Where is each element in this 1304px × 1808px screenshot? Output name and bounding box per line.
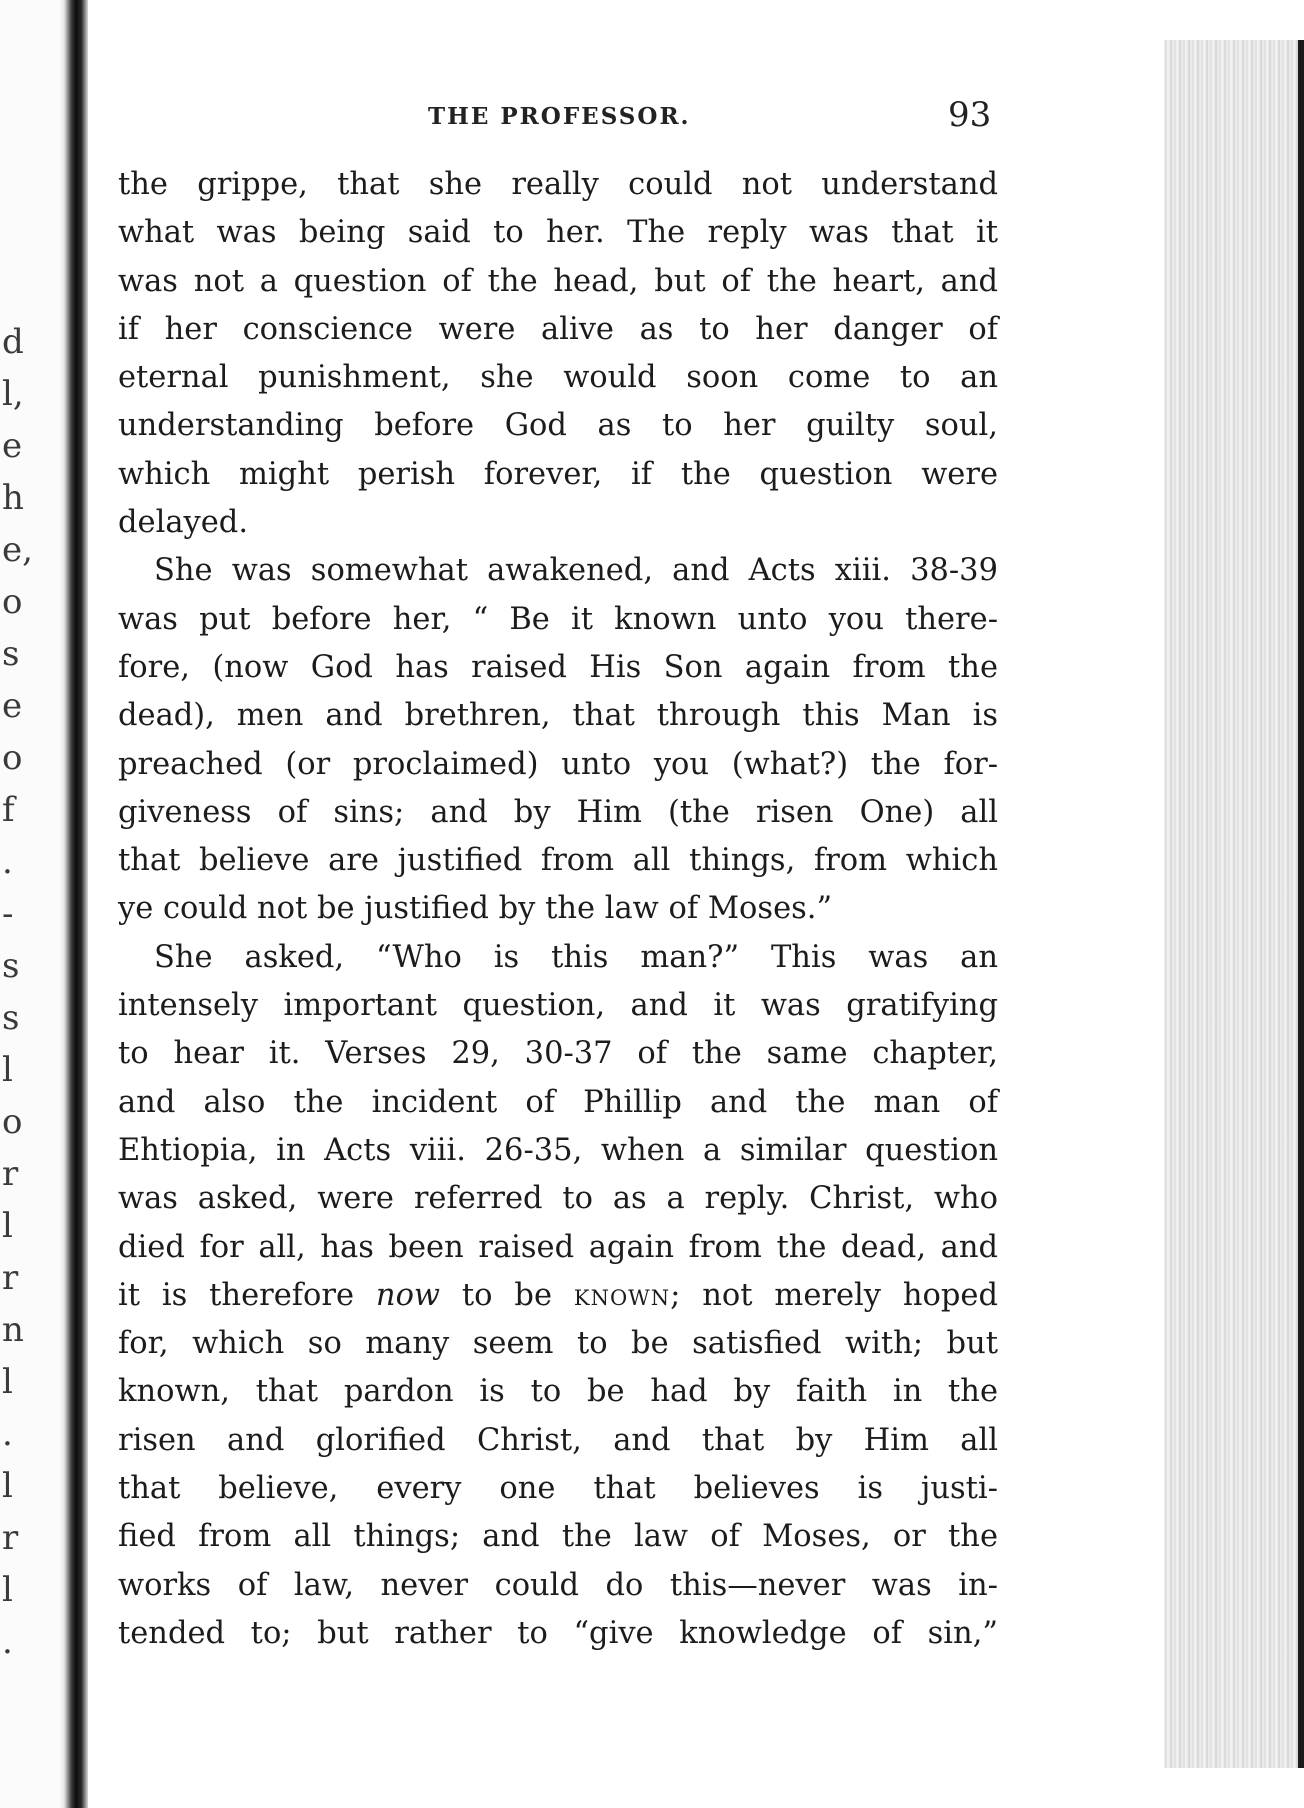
left-page-fragment: l	[2, 1570, 13, 1610]
text-line: giveness of sins; and by Him (the risen One) all	[118, 794, 998, 830]
running-title: THE PROFESSOR.	[428, 103, 691, 130]
paragraph-1	[118, 161, 998, 547]
left-page-fragment: -	[2, 894, 14, 934]
text-line: the grippe, that she really could not understand	[118, 167, 998, 202]
text-line: dead), men and brethren, that through this Man is	[118, 698, 998, 734]
left-page-fragment: o	[2, 1102, 23, 1142]
text-line-emphasis	[118, 1272, 998, 1320]
left-page-fragment: l	[2, 1050, 13, 1090]
text-line: to hear it. Verses 29, 30-37 of the same chapter,	[118, 1036, 998, 1072]
emphasis-after: ; not merely hoped	[670, 1277, 998, 1313]
text-line: died for all, has been raised again from the dead, and	[118, 1229, 998, 1265]
page-header	[118, 95, 998, 155]
text-line: for, which so many seem to be satisfied with; but	[118, 1326, 998, 1362]
left-page-fragment: s	[2, 634, 20, 674]
left-page-fragment: .	[2, 1622, 13, 1662]
left-page-fragment: h	[2, 478, 24, 518]
emphasis-smallcaps-word: known	[573, 1277, 671, 1313]
text-line: Ehtiopia, in Acts viii. 26-35, when a similar question	[118, 1132, 998, 1168]
emphasis-italic-word: now	[375, 1277, 441, 1313]
book-gutter	[58, 0, 88, 1808]
text-line: fied from all things; and the law of Moses, or the	[118, 1519, 998, 1555]
text-line: risen and glorified Christ, and that by Him all	[118, 1422, 998, 1458]
text-line: which might perish forever, if the question were	[118, 456, 998, 492]
left-page-fragment: e,	[2, 530, 33, 570]
left-page-fragment: s	[2, 998, 20, 1038]
text-line: understanding before God as to her guilty soul,	[118, 408, 998, 444]
paragraph-2	[118, 547, 998, 933]
left-page-fragment: e	[2, 426, 23, 466]
text-line: works of law, never could do this—never was in-	[118, 1567, 998, 1603]
left-page-fragment: o	[2, 738, 23, 778]
left-page-fragment: e	[2, 686, 23, 726]
text-line: was not a question of the head, but of the heart, and	[118, 263, 998, 299]
book-page	[118, 95, 998, 1658]
paragraph-3	[118, 934, 998, 1658]
left-page-fragment: o	[2, 582, 23, 622]
left-page-fragment: d	[2, 322, 24, 362]
text-line: tended to; but rather to “give knowledge of sin,”	[118, 1615, 998, 1651]
left-page-fragment: l	[2, 1206, 13, 1246]
left-page-fragment: n	[2, 1310, 24, 1350]
text-line: eternal punishment, she would soon come to an	[118, 360, 998, 396]
text-line: She was somewhat awakened, and Acts xiii. 38-39	[154, 553, 998, 589]
emphasis-middle: to be	[440, 1277, 574, 1313]
text-line: She asked, “Who is this man?” This was an	[154, 939, 998, 975]
left-page-fragment: f	[2, 790, 15, 830]
text-line: ye could not be justified by the law of Moses.”	[118, 891, 833, 927]
left-page-fragment: r	[2, 1154, 19, 1194]
text-line: delayed.	[118, 505, 249, 541]
text-line: was asked, were referred to as a reply. Christ, who	[118, 1181, 998, 1217]
text-line: what was being said to her. The reply was that it	[118, 215, 998, 251]
left-page-fragment: s	[2, 946, 20, 986]
left-page-fragment: r	[2, 1258, 19, 1298]
text-line: that believe, every one that believes is justi-	[118, 1471, 998, 1507]
page-number: 93	[948, 95, 992, 135]
left-page-fragment: l	[2, 1466, 13, 1506]
left-page-fragment: l,	[2, 374, 24, 414]
text-line: fore, (now God has raised His Son again from the	[118, 649, 998, 685]
text-line: intensely important question, and it was gratifying	[118, 988, 998, 1024]
text-line: was put before her, “ Be it known unto you there-	[118, 601, 998, 637]
text-line: if her conscience were alive as to her danger of	[118, 311, 998, 347]
left-page-fragment: .	[2, 1414, 13, 1454]
left-page-fragment: r	[2, 1518, 19, 1558]
page-stack-edges	[1164, 0, 1304, 1808]
text-line: known, that pardon is to be had by faith in the	[118, 1374, 998, 1410]
text-line: that believe are justified from all things, from which	[118, 843, 998, 879]
emphasis-before: it is therefore	[118, 1277, 376, 1313]
text-line: and also the incident of Phillip and the man of	[118, 1084, 998, 1120]
left-page-fragment: .	[2, 842, 13, 882]
left-page-fragment: l	[2, 1362, 13, 1402]
left-facing-page	[0, 0, 62, 1808]
text-line: preached (or proclaimed) unto you (what?) the for-	[118, 746, 998, 782]
